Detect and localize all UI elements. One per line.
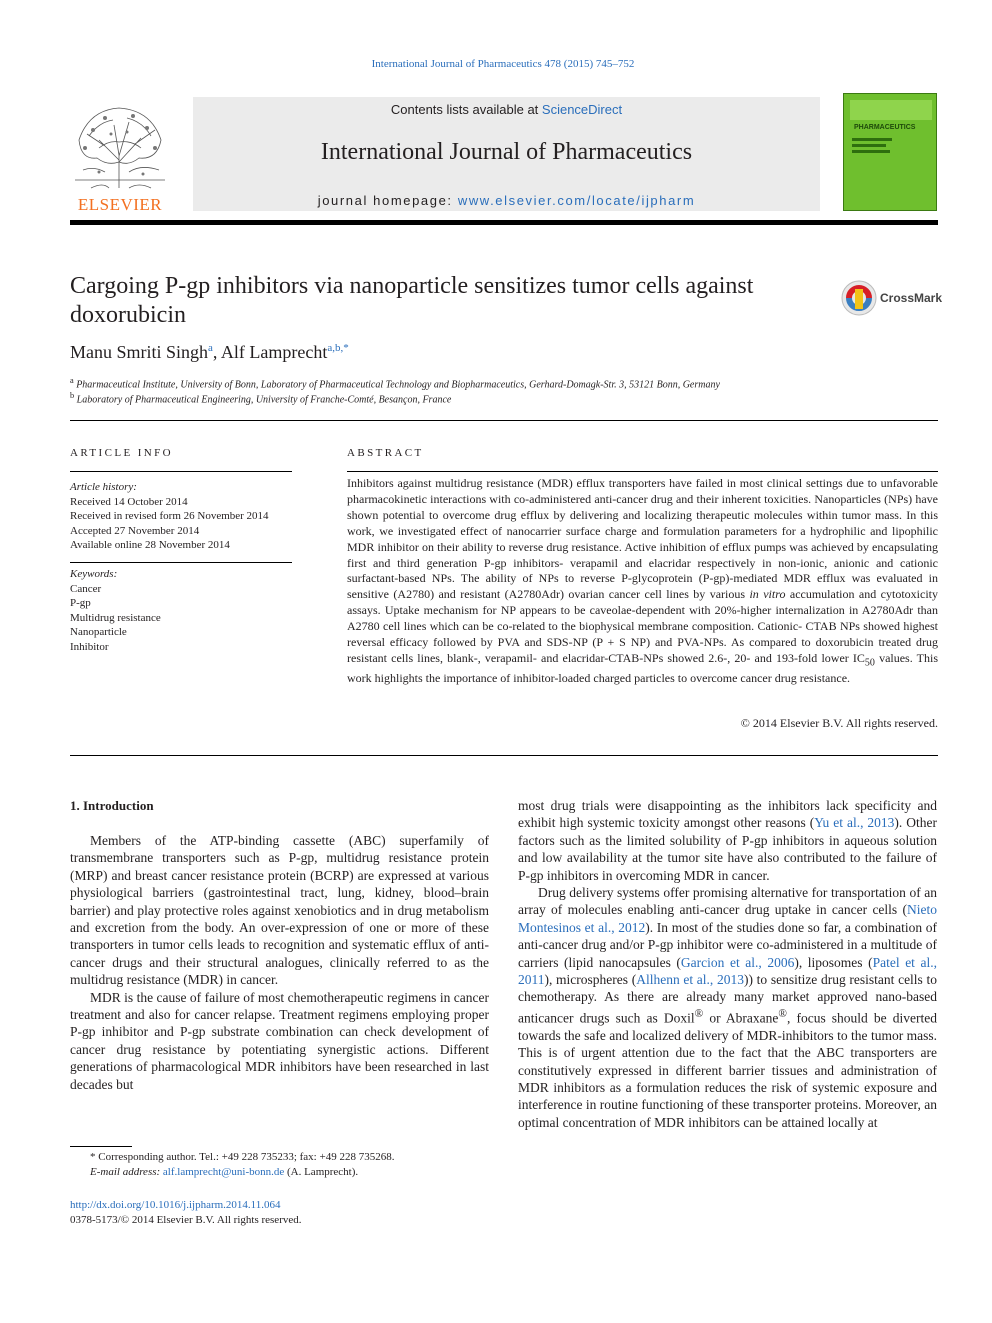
abstract-subscript: 50 xyxy=(864,657,875,669)
affiliation xyxy=(70,376,720,390)
email-label: E-mail address: xyxy=(90,1165,161,1178)
contents-prefix: Contents lists available at xyxy=(390,102,542,117)
journal-cover-thumbnail[interactable] xyxy=(843,93,937,211)
abstract-text: Inhibitors against multidrug resistance (MDR) efflux transporters have failed in most clinical settings due to unfavorable pharmacokinetic interactions with co-administered anti-cancer drug and their inherent toxicities. Nanoparticles (NPs) have shown potential to overcome drug efflux by delivering and localizing therapeutic molecules within tumor mass. In this work, we investigated effect of nanocarrier surface charge and formulation parameters for a hydrophilic and lipophilic MDR inhibitor on their ability to reverse drug resistance. Active inhibition of efflux pumps was achieved by encapsulating first and third generation P-gp inhibitors- verapamil and elacridar respectively in non-ionic, anionic and cationic surfactant-based NPs. The ability of NPs to reverse P-glycoprotein (P-gp)-mediated MDR efflux was evaluated in sensitive (A2780) and resistant (A2780Adr) ovarian cancer cell lines by various xyxy=(347,476,938,602)
registered-mark: ® xyxy=(778,1007,787,1020)
crossmark-icon[interactable] xyxy=(840,279,878,317)
journal-title: International Journal of Pharmaceutics xyxy=(320,139,693,165)
author-affiliation-mark[interactable]: a,b,* xyxy=(327,342,349,354)
footnote xyxy=(70,1150,500,1179)
body-column-right xyxy=(518,797,937,1131)
paragraph-text: ), microspheres ( xyxy=(544,972,637,988)
crossmark-label[interactable]: CrossMark xyxy=(880,291,943,305)
keyword: Multidrug resistance xyxy=(70,611,161,624)
author-list xyxy=(70,342,349,363)
body-column-left xyxy=(70,832,489,1093)
affiliation-text: Pharmaceutical Institute, University of Bonn, Laboratory of Pharmaceutical Technology and Biopharmaceutics, Gerhard-Domagk-Str. 3, 53121 Bonn, Germany xyxy=(76,379,720,391)
history-item: Accepted 27 November 2014 xyxy=(70,524,200,537)
keyword: Cancer xyxy=(70,582,102,595)
corresponding-text: Corresponding author. Tel.: +49 228 735233; fax: +49 228 735268. xyxy=(95,1151,395,1163)
paragraph-text: ). Other factors such as the limited solubility of P-gp inhibitors in aqueous solution and low availability at the tumor site have also contributed to the failure of P-gp inhibitors in overcoming MDR in cancer. xyxy=(518,815,938,883)
author-separator: , xyxy=(212,342,221,362)
paragraph-text: )) to sensitize drug resistant cells to chemotherapy. As there are already many market approved nano-based anticancer drugs such as Doxil xyxy=(518,972,937,1026)
divider xyxy=(347,471,938,472)
affiliation-mark: b xyxy=(70,391,75,400)
sciencedirect-link[interactable]: ScienceDirect xyxy=(541,102,623,117)
paragraph-text: most drug trials were disappointing as the inhibitors lack specificity and exhibit high systemic toxicity amongst other reasons ( xyxy=(518,798,937,831)
footnote-rule xyxy=(70,1146,132,1147)
cover-pattern xyxy=(844,94,937,211)
keyword: P-gp xyxy=(70,597,91,610)
paragraph-text: Drug delivery systems offer promising alternative for transportation of an array of molecules enabling anti-cancer drug uptake in cancer cells ( xyxy=(518,885,937,918)
paragraph xyxy=(518,797,937,884)
paragraph-text: , focus should be diverted towards the safe and localized delivery of MDR-inhibitors to the tumor mass. This is of urgent attention due to the fact that the ABC transporters are constitutively expressed in different barrier tissues and administration of MDR inhibitors as a formulation reduces the risk of systemic exposure and interference in routine functioning of these transporter proteins. Moreover, an optimal concentration of MDR inhibitors can be attained locally at xyxy=(518,1010,937,1130)
section-heading: 1. Introduction xyxy=(70,798,154,813)
history-item: Available online 28 November 2014 xyxy=(70,539,230,552)
affiliation-mark: a xyxy=(70,376,74,385)
divider xyxy=(70,471,292,472)
citation-link[interactable]: Allhenn et al., 2013 xyxy=(636,972,744,988)
citation-link[interactable]: Nieto Montesinos et al., 2012 xyxy=(518,902,937,935)
abstract-heading: ABSTRACT xyxy=(347,447,424,459)
journal-homepage-link[interactable]: www.elsevier.com/locate/ijpharm xyxy=(457,193,696,208)
keyword: Inhibitor xyxy=(70,640,109,653)
article-info-heading: ARTICLE INFO xyxy=(70,447,173,459)
paragraph-text: or Abraxane xyxy=(703,1010,779,1026)
keyword: Nanoparticle xyxy=(70,626,127,639)
homepage-prefix: journal homepage: xyxy=(317,193,458,208)
abstract-copyright: © 2014 Elsevier B.V. All rights reserved. xyxy=(740,716,938,730)
email-note xyxy=(70,1165,500,1180)
email-suffix: (A. Lamprecht). xyxy=(284,1165,359,1178)
elsevier-wordmark: ELSEVIER xyxy=(77,195,163,214)
citation-link[interactable]: Patel et al., 2011 xyxy=(518,954,938,988)
citation-link[interactable]: Yu et al., 2013 xyxy=(814,815,895,831)
author-name[interactable]: Alf Lamprecht xyxy=(220,342,328,362)
abstract-text: accumulation and cytotoxicity assays. Uptake mechanism for NP appears to be caveolae-dependent with 20%-higher internalization in A2780Adr than A2780 cell lines which can be co-related to the biophysical membrane composition. Cationic- CTAB NPs showed highest reversal efficacy followed by PVA and SDS-NP (P + S NP) and PVA-NPs. As compared to doxorubicin treated drug resistant cells lines, blank-, verapamil- and elacridar-CTAB-NPs showed 2.6-, 20- and 193-fold lower IC xyxy=(347,587,938,665)
article-history-label: Article history: xyxy=(70,481,137,493)
abstract-text: values. This work highlights the importance of inhibitor-loaded charged particles to overcome cancer drug resistance. xyxy=(347,650,938,686)
article-title: Cargoing P-gp inhibitors via nanoparticle sensitizes tumor cells against doxorubicin xyxy=(70,273,754,328)
affiliation xyxy=(70,391,451,405)
paragraph: Members of the ATP-binding cassette (ABC) superfamily of transmembrane transporters such as P-gp, multidrug resistance protein (MRP) and breast cancer resistance protein (BCRP) are expressed at various physiological barriers (gastrointestinal tract, lung, kidney, blood–brain barrier) and play protective roles against xenobiotics and in drug metabolism and excretion from the body. An over-expression of one or more of these transporters in tumor cells leads to recognition and systematic efflux of anti-cancer drugs and their structural analogues, clinically referred to as the multidrug resistance (MDR) in cancer. xyxy=(70,833,489,988)
keywords xyxy=(70,567,292,655)
cover-title: PHARMACEUTICS xyxy=(854,124,916,131)
journal-reference[interactable]: International Journal of Pharmaceutics 478 (2015) 745–752 xyxy=(371,58,635,70)
email-link[interactable]: alf.lamprecht@uni-bonn.de xyxy=(162,1165,285,1178)
history-item: Received in revised form 26 November 2014 xyxy=(70,510,269,523)
paragraph: MDR is the cause of failure of most chemotherapeutic regimens in cancer treatment and also for cancer relapse. Treatment regimens employing proper P-gp inhibitor and P-gp substrate combination can check development of cancer drug resistance by potentiating synergistic actions. Different generations of pharmacological MDR inhibitors have been researched in last decades but xyxy=(70,989,489,1092)
citation-link[interactable]: Garcion et al., 2006 xyxy=(680,954,795,970)
divider xyxy=(70,562,292,563)
history-item: Received 14 October 2014 xyxy=(70,495,188,508)
doi-block xyxy=(70,1198,302,1227)
author-affiliation-mark[interactable]: a xyxy=(208,342,213,354)
affiliation-text: Laboratory of Pharmaceutical Engineering, University of Franche-Comté, Besançon, France xyxy=(76,394,452,406)
contents-availability-line xyxy=(193,102,820,117)
corresponding-author-note xyxy=(70,1150,500,1165)
paragraph-text: ), liposomes ( xyxy=(794,954,873,970)
footnote-star: * xyxy=(90,1151,96,1163)
doi-link[interactable]: http://dx.doi.org/10.1016/j.ijpharm.2014.11.064 xyxy=(70,1199,281,1211)
article-history xyxy=(70,480,292,553)
issn-copyright: 0378-5173/© 2014 Elsevier B.V. All rights reserved. xyxy=(70,1213,302,1226)
registered-mark: ® xyxy=(694,1007,704,1020)
keywords-label: Keywords: xyxy=(70,568,118,580)
divider xyxy=(70,420,938,421)
header-rule xyxy=(70,220,938,225)
paragraph xyxy=(518,884,937,1131)
author-name[interactable]: Manu Smriti Singh xyxy=(70,342,209,362)
divider xyxy=(70,755,938,756)
paragraph-text: ). In most of the studies done so far, a combination of anti-cancer drug and/or P-gp inhibitor were co-administered in a multitude of carriers (lipid nanocapsules ( xyxy=(518,919,937,970)
abstract-body xyxy=(347,476,938,687)
abstract-italic: in vitro xyxy=(749,587,786,602)
journal-homepage-line xyxy=(193,193,820,208)
